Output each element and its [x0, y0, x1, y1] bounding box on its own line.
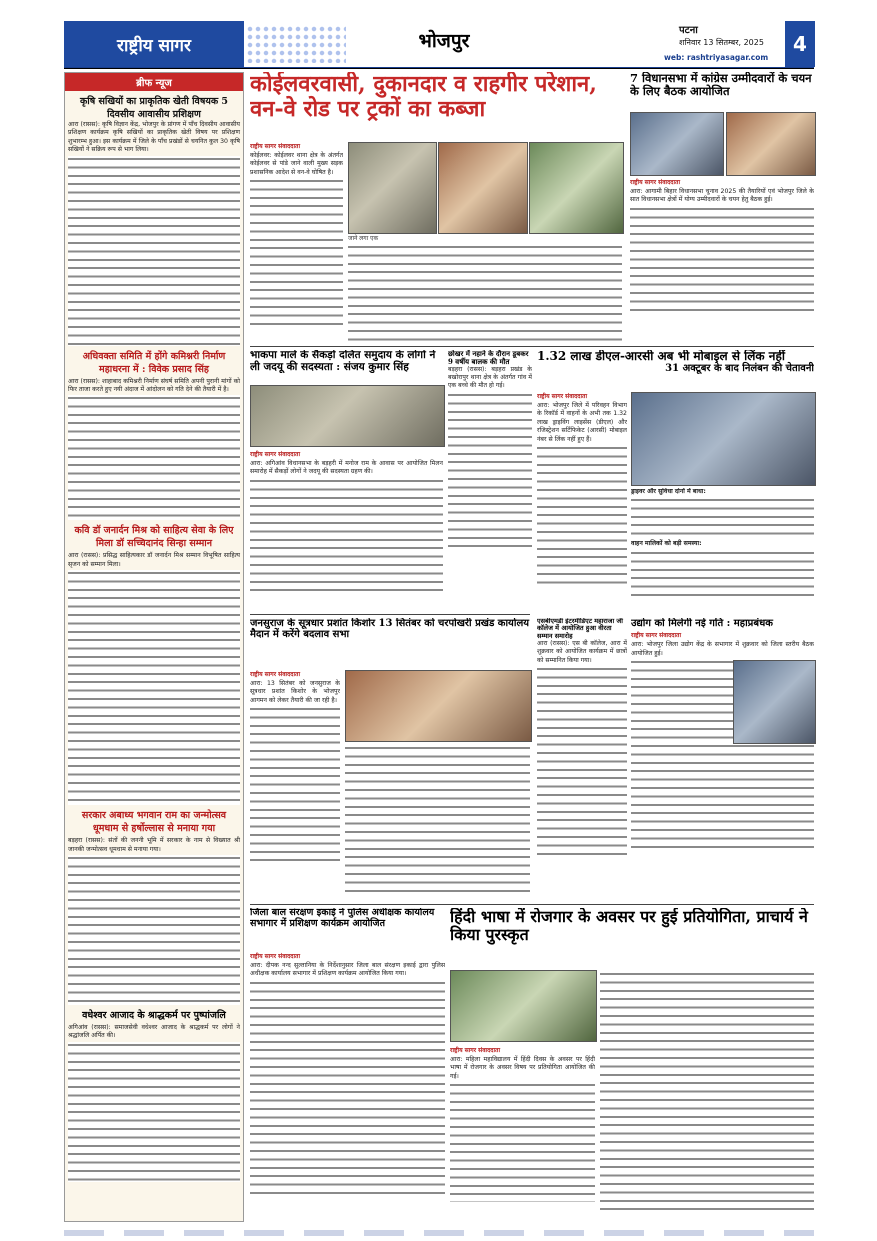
jansuraj-story [250, 618, 530, 668]
udyog-lead: आरा: भोजपुर जिला उद्योग केंद्र के सभागार में शुक्रवार को जिला स्तरीय बैठक आयोजित हुई। [631, 641, 814, 657]
death-body-lines [448, 392, 532, 552]
dl-box-head-2: वाहन मालिकों को बड़ी समस्या: [631, 540, 702, 548]
page-number: 4 [785, 21, 815, 67]
brief-lead-2: आरा (रासस): शाहाबाद कमिश्नरी निर्माण संघर्ष समिति अपनी पुरानी मांगों को फिर ताजा करते हुए नयी अंदाज में आंदोलन को गति देने की तैयारी में है। [68, 377, 240, 394]
police-body [250, 950, 445, 1220]
lead-headline: कोईलवरवासी, दुकानदार व राहगीर परेशान, वन-वे रोड पर ट्रकों का कब्जा [250, 72, 597, 122]
lead-photo-1 [348, 142, 437, 234]
dateline [679, 25, 797, 49]
dl-body-lines-3 [631, 550, 814, 600]
jansuraj-body-2 [345, 744, 530, 900]
hindi-photo [450, 970, 597, 1042]
congress-headline: 7 विधानसभा में कांग्रेस उम्मीदवारों के चयन के लिए बैठक आयोजित [630, 72, 812, 98]
jansuraj-headline: जनसुराज के सूत्रधार प्रशांत किशोर 13 सितंबर को चरपोखरी प्रखंड कार्यालय मैदान में करेंगे बदलाव सभा [250, 618, 530, 641]
city: पटना [679, 25, 698, 36]
bhakpa-byline: राष्ट्रीय सागर संवाददाता [250, 451, 301, 458]
college-headline: एसबीएमडी इंटरमीडिएट महाराजा जी कॉलेज में आयोजित हुआ वीरता सम्मान समारोह [537, 618, 623, 640]
dl-body-2 [631, 488, 814, 610]
udyog-headline: उद्योग को मिलेगी नई गति : महाप्रबंधक [631, 618, 773, 629]
hindi-body-2 [600, 970, 814, 1220]
divider-1 [250, 346, 814, 347]
congress-photo [630, 112, 724, 176]
lead-story-body-1 [250, 140, 343, 345]
dl-subhead: 31 अक्टूबर के बाद निलंबन की चेतावनी [665, 363, 814, 375]
jansuraj-body-1 [250, 668, 340, 900]
congress-photo-2 [726, 112, 816, 176]
brief-headline-1: कृषि सखियों का प्राकृतिक खेती विषयक 5 दिवसीय आवासीय प्रशिक्षण [79, 96, 229, 120]
brief-column [64, 72, 244, 1222]
hindi-body-lines-2 [600, 971, 814, 1216]
bhakpa-lead: आरा: अगिआंव विधानसभा के बड़हरी में मनोज राम के आवास पर आयोजित मिलन समारोह में सैकड़ों लोगों ने जदयू की सदस्यता ग्रहण की। [250, 460, 443, 476]
police-headline: जिला बाल संरक्षण इकाई ने पुलिस अधीक्षक कार्यालय सभागार में प्रशिक्षण कार्यक्रम आयोजित [250, 908, 435, 929]
brief-headline-5: वधेश्वर आजाद के श्राद्धकर्म पर पुष्पांजलि [82, 1010, 226, 1022]
brief-body-2 [68, 395, 240, 520]
death-lead: बड़हरा (रासस): बड़हरा प्रखंड के बखोरापुर थाना क्षेत्र के अंतर्गत गांव में एक बच्चे की मौत हो गई। [448, 365, 532, 390]
lead-photo-3 [529, 142, 624, 234]
date: शनिवार 13 सितम्बर, 2025 [679, 38, 764, 47]
college-lead: आरा (रासस): एस बी कॉलेज, आरा में शुक्रवार को आयोजित कार्यक्रम में छात्रों को सम्मानित किया गया। [537, 639, 627, 664]
masthead-rule [64, 68, 814, 69]
website: web: rashtriyasagar.com [664, 53, 769, 62]
dl-photo [631, 392, 816, 486]
hindi-story [450, 908, 814, 968]
brief-body-4 [68, 855, 240, 1005]
dl-body-lines-1 [537, 445, 627, 585]
brief-body-3 [68, 570, 240, 805]
divider-3 [250, 904, 814, 905]
college-story [537, 618, 627, 900]
jansuraj-byline: राष्ट्रीय सागर संवाददाता [250, 671, 301, 678]
lead-photo-caption: जाने लगा एक [348, 235, 379, 242]
lead-byline: राष्ट्रीय सागर संवाददाता [250, 143, 301, 150]
congress-byline: राष्ट्रीय सागर संवाददाता [630, 179, 681, 186]
police-body-lines [250, 980, 445, 1195]
dl-body-lines-2 [631, 497, 814, 539]
police-byline: राष्ट्रीय सागर संवाददाता [250, 953, 301, 960]
congress-body-lines [630, 206, 814, 316]
dl-byline: राष्ट्रीय सागर संवाददाता [537, 393, 588, 400]
footer-bar [64, 1230, 814, 1236]
divider-2 [250, 614, 530, 615]
bhakpa-body-lines [250, 478, 443, 596]
lead-story-body-2 [348, 243, 622, 343]
bhakpa-photo [250, 385, 445, 447]
jansuraj-photo [345, 670, 532, 742]
jansuraj-lead: आरा: 13 सितंबर को जनसुराज के सूत्रधार प्रशांत किशोर के भोजपुर आगमन को लेकर तैयारी की जा रही है। [250, 680, 340, 704]
hindi-lead: आरा: महिला महाविद्यालय में हिंदी दिवस के अवसर पर हिंदी भाषा में रोजगार के अवसर विषय पर प्रतियोगिता आयोजित की गई। [450, 1056, 595, 1080]
bhakpa-body [250, 448, 443, 610]
hindi-byline: राष्ट्रीय सागर संवाददाता [450, 1047, 501, 1054]
dl-box-head-1: ड्राइवर और सुविधा दोनों में बाधा: [631, 488, 706, 495]
udyog-photo [733, 660, 816, 744]
paper-name: राष्ट्रीय सागर [64, 21, 244, 67]
brief-lead-3: आरा (रासस): प्रसिद्ध साहित्यकार डॉ जनार्दन मिश्र सम्मान विभूषित साहित्य सृजन को सम्मान मिला। [68, 552, 240, 568]
brief-headline-4: सरकार अबाध्य भगवान राम का जन्मोत्सव धूमधाम से हर्षोल्लास से मनाया गया [81, 810, 227, 835]
dl-headline: 1.32 लाख डीएल-आरसी अब भी मोबाइल से लिंक नहीं [537, 350, 785, 363]
decorative-dots [246, 25, 346, 63]
jansuraj-body-lines-2 [345, 745, 530, 895]
lead-body-lines-2 [348, 244, 622, 342]
death-headline: छोखर में नहाने के दौरान डूबकर 9 वर्षीय बालक की मौत [448, 350, 529, 366]
brief-body-1 [68, 156, 240, 346]
brief-lead-4: बड़हरा (रासस): संतों की जननी भूमि में सरकार के नाम से विख्यात श्री जानकी जन्मोत्सव धूमधाम से मनाया गया। [68, 837, 240, 853]
college-body-lines [537, 666, 627, 856]
police-lead: आरा: दीपक नन्द सुल्तानिया के निर्देशानुसार जिला बाल संरक्षण इकाई द्वारा पुलिस अधीक्षक कार्यालय सभागार में प्रशिक्षण कार्यक्रम आयोजित किया गया। [250, 962, 445, 978]
lead-lead: कोईलवर: कोईलवर थाना क्षेत्र के अंतर्गत कोईलवर से पांडे जाने वाली मुख्य सड़क प्रशासनिक आदेश से वन-वे घोषित है। [250, 152, 343, 176]
police-story [250, 908, 445, 948]
lead-photo-2 [438, 142, 528, 234]
brief-news-tag: ब्रीफ न्यूज [65, 73, 243, 91]
section-title: भोजपुर [418, 30, 470, 52]
lead-body-lines-1 [250, 178, 343, 328]
brief-headline-3: कवि डॉ जनार्दन मिश्र को साहित्य सेवा के लिए मिला डॉ सच्चिदानंद सिन्हा सम्मान [74, 525, 234, 550]
hindi-body-lines-1 [450, 1082, 595, 1202]
dl-lead: आरा: भोजपुर जिले में परिवहन विभाग के रिकॉर्ड में वाहनों के अभी तक 1.32 लाख ड्राइविंग लाइसेंस (डीएल) और रजिस्ट्रेशन सर्टिफिकेट (आरसी) मोबाइल नंबर से लिंक नहीं हुए हैं। [537, 402, 627, 443]
brief-lead-5: अगिआंव (रासस): समाजसेवी वधेश्वर आजाद के श्राद्धकर्म पर लोगों ने श्रद्धांजलि अर्पित की। [68, 1024, 240, 1040]
congress-body [630, 176, 814, 342]
brief-lead-1: आरा (रासस): कृषि विज्ञान केंद्र, भोजपुर के प्रांगण में पाँच दिवसीय आवासीय प्रशिक्षण कार्यक्रम कृषि सखियों का प्राकृतिक खेती विषय पर प्रशिक्षण शुभारम्भ हुआ। इस कार्यक्रम में जिले के पाँच प्रखंडों से चयनित कुल 30 कृषि सखियों ने सक्रिय रूप से भाग लिया। [68, 121, 240, 154]
masthead [64, 21, 814, 69]
hindi-headline: हिंदी भाषा में रोजगार के अवसर पर हुई प्रतियोगिता, प्राचार्य ने किया पुरस्कृत [450, 908, 808, 944]
bhakpa-headline: भाकपा माले के सैकड़ों दलित समुदाय के लोगों ने ली जदयू की सदस्यता : संजय कुमार सिंह [250, 350, 436, 373]
brief-headline-2: अधिवक्ता समिति में होंगे कमिश्नरी निर्माण महाधरना में : विवेक प्रसाद सिंह [82, 350, 226, 375]
death-story [448, 350, 532, 610]
hindi-body-1 [450, 1044, 595, 1220]
congress-lead: आरा: आगामी बिहार विधानसभा चुनाव 2025 की तैयारियों एवं भोजपुर जिले के सात विधानसभा क्षेत्रों में योग्य उम्मीदवारों के चयन हेतु बैठक हुई। [630, 188, 814, 204]
jansuraj-body-lines-1 [250, 706, 340, 866]
brief-body-5 [68, 1042, 240, 1182]
dl-story [537, 350, 814, 390]
dl-body-1 [537, 390, 627, 610]
udyog-byline: राष्ट्रीय सागर संवाददाता [631, 632, 682, 640]
